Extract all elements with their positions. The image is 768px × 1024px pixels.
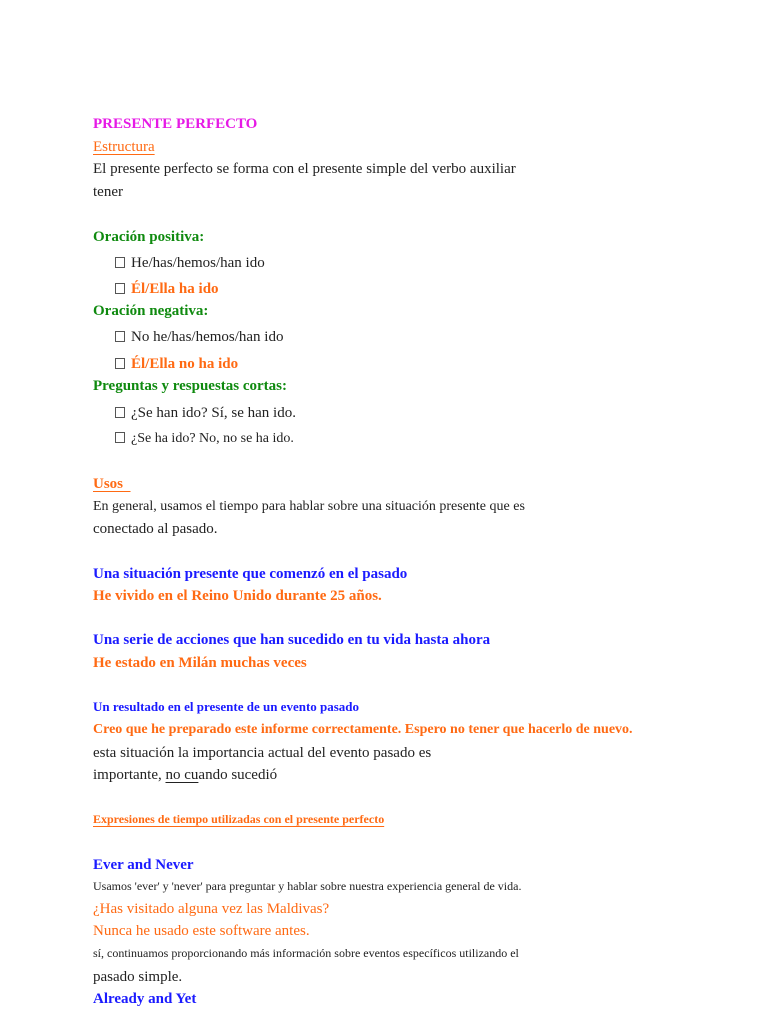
bullet-icon <box>115 407 125 418</box>
preguntas-item-1-text: ¿Se han ido? Sí, se han ido. <box>131 405 296 421</box>
preguntas-item-1 <box>115 405 296 422</box>
ever-never-text: Usamos 'ever' y 'never' para preguntar y hablar sobre nuestra experiencia general de vida. <box>93 879 522 893</box>
ever-never-example-2: Nunca he usado este software antes. <box>93 923 310 939</box>
page-title: PRESENTE PERFECTO <box>93 116 258 132</box>
bullet-icon <box>115 331 125 342</box>
situation-3-text-part-b: no cu <box>165 767 199 783</box>
negativa-item-2 <box>115 356 238 373</box>
negativa-heading: Oración negativa: <box>93 303 209 319</box>
positiva-item-2-text: Él/Ella ha ido <box>131 281 219 297</box>
already-yet-heading: Already and Yet <box>93 991 197 1007</box>
situation-2-example: He estado en Milán muchas veces <box>93 655 307 671</box>
preguntas-heading: Preguntas y respuestas cortas: <box>93 378 288 394</box>
situation-3-text-part-a: importante, <box>93 767 166 783</box>
positiva-item-2 <box>115 281 219 298</box>
usos-heading <box>93 476 131 493</box>
ever-never-text-3: pasado simple. <box>93 969 183 985</box>
situation-3-text-line-2 <box>93 767 277 784</box>
bullet-icon <box>115 432 125 443</box>
situation-2-heading: Una serie de acciones que han sucedido en tu vida hasta ahora <box>93 632 491 648</box>
situation-3-heading: Un resultado en el presente de un evento pasado <box>93 699 360 714</box>
negativa-item-2-text: Él/Ella no ha ido <box>131 356 239 372</box>
situation-3-example: Creo que he preparado este informe correctamente. Espero no tener que hacerlo de nuevo. <box>93 722 633 737</box>
positiva-item-1 <box>115 255 265 272</box>
negativa-item-1 <box>115 329 283 346</box>
usos-heading-text: Usos <box>93 476 124 492</box>
expresiones-heading: Expresiones de tiempo utilizadas con el presente perfecto <box>93 812 385 826</box>
usos-text-line-1: En general, usamos el tiempo para hablar sobre una situación presente que es <box>93 499 525 514</box>
positiva-heading: Oración positiva: <box>93 229 205 245</box>
bullet-icon <box>115 257 125 268</box>
ever-never-heading: Ever and Never <box>93 857 194 873</box>
positiva-item-1-text: He/has/hemos/han ido <box>131 255 265 271</box>
bullet-icon <box>115 358 125 369</box>
preguntas-item-2-text: ¿Se ha ido? No, no se ha ido. <box>131 431 294 446</box>
situation-1-heading: Una situación presente que comenzó en el pasado <box>93 566 408 582</box>
ever-never-text-2: sí, continuamos proporcionando más información sobre eventos específicos utilizando el <box>93 946 519 960</box>
usos-text-line-2: conectado al pasado. <box>93 521 218 537</box>
estructura-text-line-2: tener <box>93 184 123 200</box>
ever-never-example-1: ¿Has visitado alguna vez las Maldivas? <box>93 901 330 917</box>
estructura-heading: Estructura <box>93 139 155 155</box>
estructura-text-line-1: El presente perfecto se forma con el presente simple del verbo auxiliar <box>93 161 516 177</box>
situation-3-text-line-1: esta situación la importancia actual del evento pasado es <box>93 745 432 761</box>
preguntas-item-2 <box>115 431 294 447</box>
bullet-icon <box>115 283 125 294</box>
situation-1-example: He vivido en el Reino Unido durante 25 años. <box>93 588 382 604</box>
situation-3-text-part-c: ando sucedió <box>198 767 278 783</box>
negativa-item-1-text: No he/has/hemos/han ido <box>131 329 284 345</box>
